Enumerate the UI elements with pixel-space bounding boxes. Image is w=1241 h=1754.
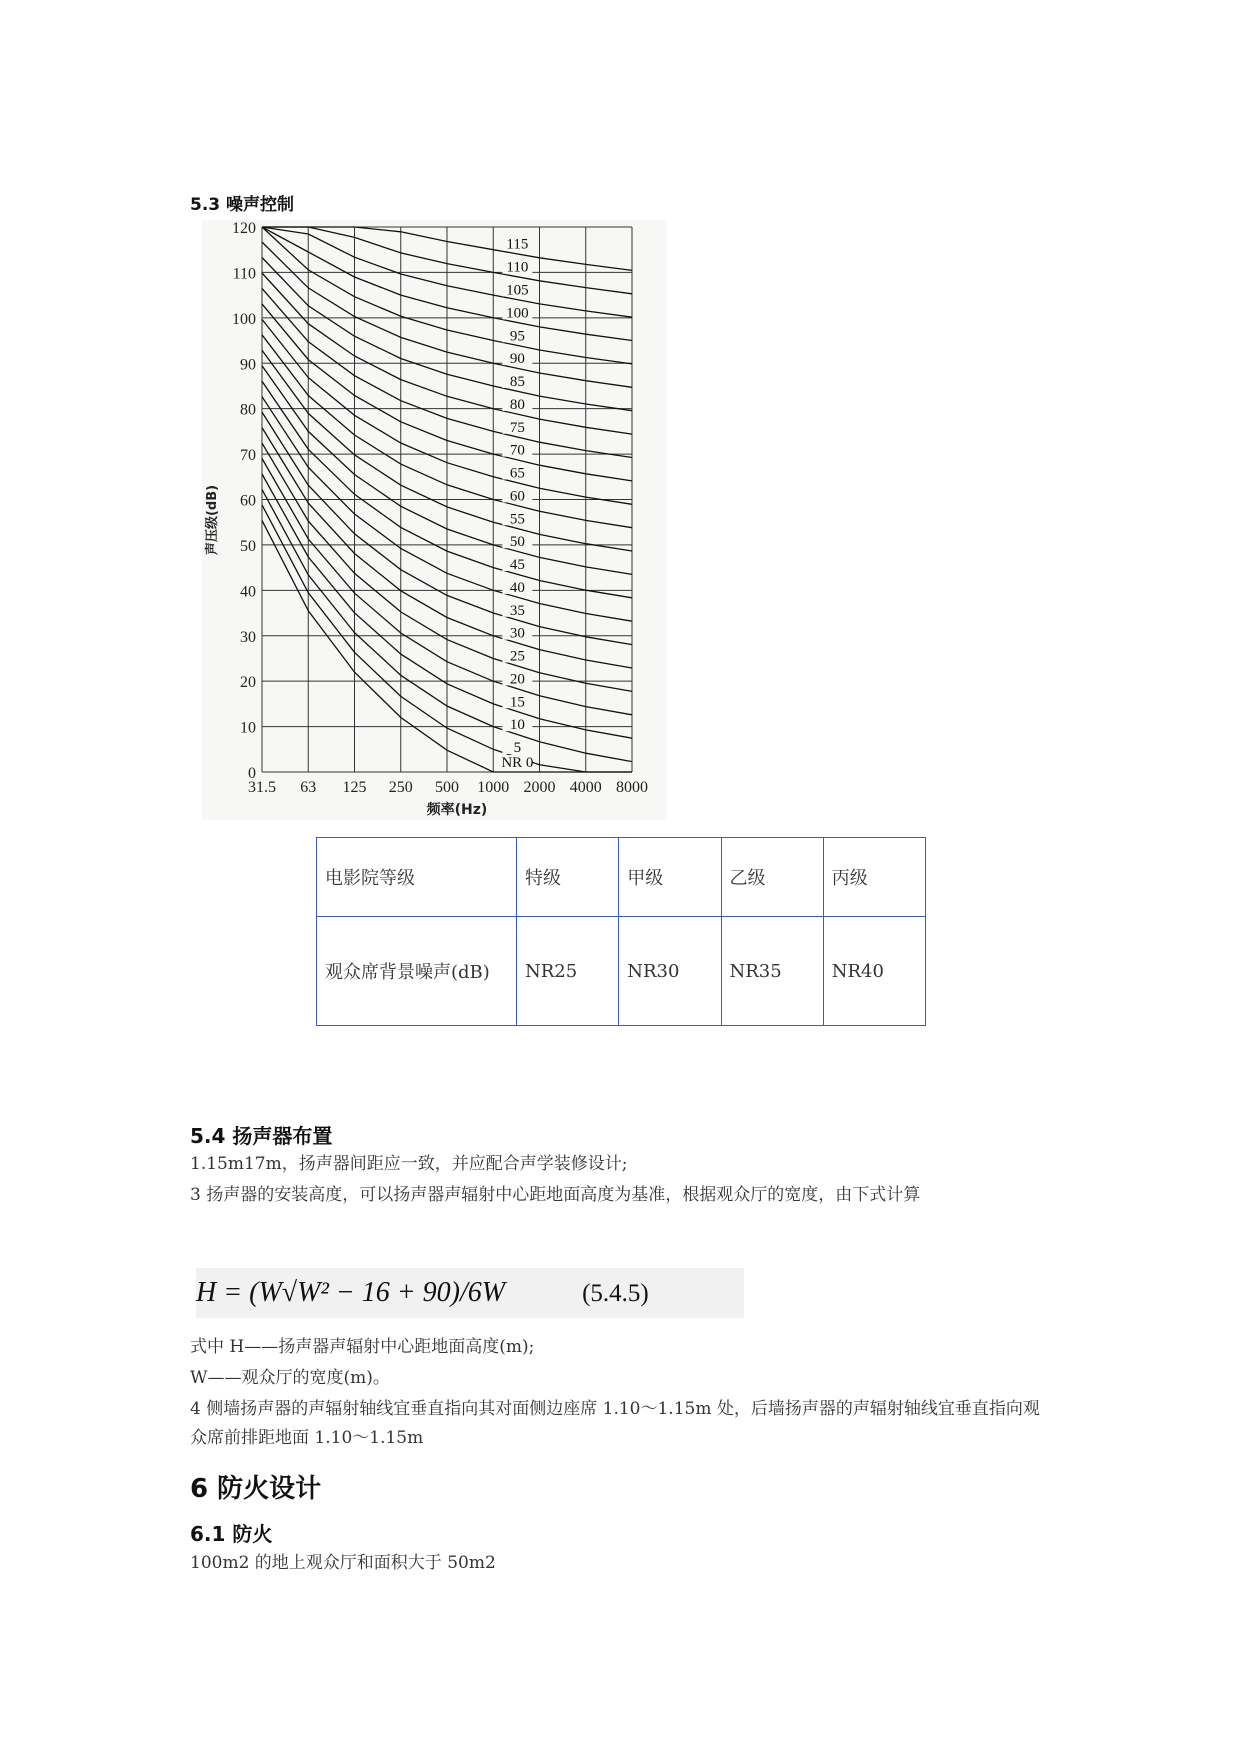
curve-label: 55 bbox=[509, 511, 525, 528]
curve-label: 70 bbox=[509, 442, 525, 459]
curve-label: 95 bbox=[509, 328, 525, 345]
curve-label: 60 bbox=[509, 488, 525, 505]
table-cell: NR35 bbox=[721, 917, 823, 1026]
table-cell: 特级 bbox=[517, 838, 619, 917]
cinema-noise-table bbox=[316, 837, 926, 1026]
curve-label: 5 bbox=[513, 740, 522, 757]
curve-label: 15 bbox=[509, 694, 525, 711]
curve-label: 65 bbox=[509, 465, 525, 482]
y-tick-label: 40 bbox=[240, 583, 256, 601]
curve-label: 25 bbox=[509, 648, 525, 665]
curve-label: 85 bbox=[509, 374, 525, 391]
y-tick-label: 0 bbox=[248, 765, 256, 782]
y-tick-label: 110 bbox=[232, 265, 256, 283]
x-tick-label: 250 bbox=[388, 779, 413, 796]
y-tick-label: 30 bbox=[240, 628, 256, 646]
curve-label: 50 bbox=[509, 534, 525, 551]
table-header-row bbox=[317, 838, 926, 917]
x-tick-label: 2000 bbox=[523, 779, 556, 796]
curve-label: 35 bbox=[509, 602, 525, 619]
y-tick-label: 80 bbox=[240, 401, 256, 419]
table-cell: NR25 bbox=[517, 917, 619, 1026]
curve-label: 40 bbox=[509, 579, 525, 596]
paragraph: 4 侧墙扬声器的声辐射轴线宜垂直指向其对面侧边座席 1.10～1.15m 处，后墙扬声器的声辐射轴线宜垂直指向观众席前排距地面 1.10～1.15m bbox=[190, 1399, 1040, 1448]
y-tick-label: 90 bbox=[240, 356, 256, 374]
section-heading-fire: 6.1 防火 bbox=[190, 1522, 273, 1546]
x-tick-label: 1000 bbox=[477, 779, 510, 796]
curve-label: 90 bbox=[509, 351, 525, 368]
y-tick-label: 70 bbox=[240, 447, 256, 465]
curve-label: 10 bbox=[509, 717, 525, 734]
x-tick-label: 125 bbox=[342, 779, 367, 796]
nr-curve-svg bbox=[202, 220, 667, 820]
section-heading-fire-design: 6 防火设计 bbox=[190, 1474, 322, 1504]
curve-label: NR 0 bbox=[501, 755, 534, 771]
x-tick-label: 31.5 bbox=[248, 779, 276, 796]
speaker-height-formula bbox=[196, 1268, 744, 1318]
curve-label: 75 bbox=[509, 419, 525, 436]
paragraph: 式中 H——扬声器声辐射中心距地面高度(m); bbox=[190, 1337, 535, 1357]
table-cell: 乙级 bbox=[721, 838, 823, 917]
formula-number: (5.4.5) bbox=[582, 1280, 649, 1307]
y-axis-label: 声压级(dB) bbox=[205, 484, 220, 556]
x-axis-label: 频率(Hz) bbox=[426, 802, 488, 818]
nr-curve-chart bbox=[202, 220, 667, 820]
curve-label: 80 bbox=[509, 396, 525, 413]
curve-label: 105 bbox=[506, 282, 529, 299]
section-heading-noise-control: 5.3 噪声控制 bbox=[190, 195, 295, 215]
table-row bbox=[317, 917, 926, 1026]
y-tick-label: 10 bbox=[240, 719, 256, 737]
table-cell: NR40 bbox=[823, 917, 925, 1026]
paragraph: 100m2 的地上观众厅和面积大于 50m2 bbox=[190, 1553, 496, 1573]
curve-label: 30 bbox=[509, 625, 525, 642]
section-heading-speaker-layout: 5.4 扬声器布置 bbox=[190, 1124, 333, 1148]
formula-expression: H = (W√W² − 16 + 90)/6W bbox=[196, 1277, 506, 1308]
y-tick-label: 120 bbox=[232, 220, 256, 237]
curve-label: 100 bbox=[506, 305, 529, 322]
x-tick-label: 4000 bbox=[569, 779, 602, 796]
paragraph: 3 扬声器的安装高度，可以扬声器声辐射中心距地面高度为基准，根据观众厅的宽度，由下式计算 bbox=[190, 1185, 921, 1205]
table-cell: 观众席背景噪声(dB) bbox=[317, 917, 517, 1026]
table-cell: 甲级 bbox=[619, 838, 721, 917]
paragraph: W——观众厅的宽度(m)。 bbox=[190, 1368, 390, 1388]
curve-label: 110 bbox=[506, 259, 529, 276]
y-tick-label: 100 bbox=[232, 310, 256, 328]
x-tick-label: 8000 bbox=[616, 779, 648, 796]
x-tick-label: 63 bbox=[300, 779, 317, 796]
y-tick-label: 50 bbox=[240, 537, 256, 555]
x-tick-label: 500 bbox=[435, 779, 459, 796]
y-tick-label: 20 bbox=[240, 674, 256, 692]
curve-label: 20 bbox=[509, 671, 525, 688]
paragraph: 1.15m17m，扬声器间距应一致，并应配合声学装修设计; bbox=[190, 1154, 628, 1174]
table-cell: NR30 bbox=[619, 917, 721, 1026]
table-cell: 电影院等级 bbox=[317, 838, 517, 917]
curve-label: 45 bbox=[509, 557, 525, 574]
table-cell: 丙级 bbox=[823, 838, 925, 917]
curve-label: 115 bbox=[506, 236, 529, 253]
y-tick-label: 60 bbox=[240, 492, 256, 510]
